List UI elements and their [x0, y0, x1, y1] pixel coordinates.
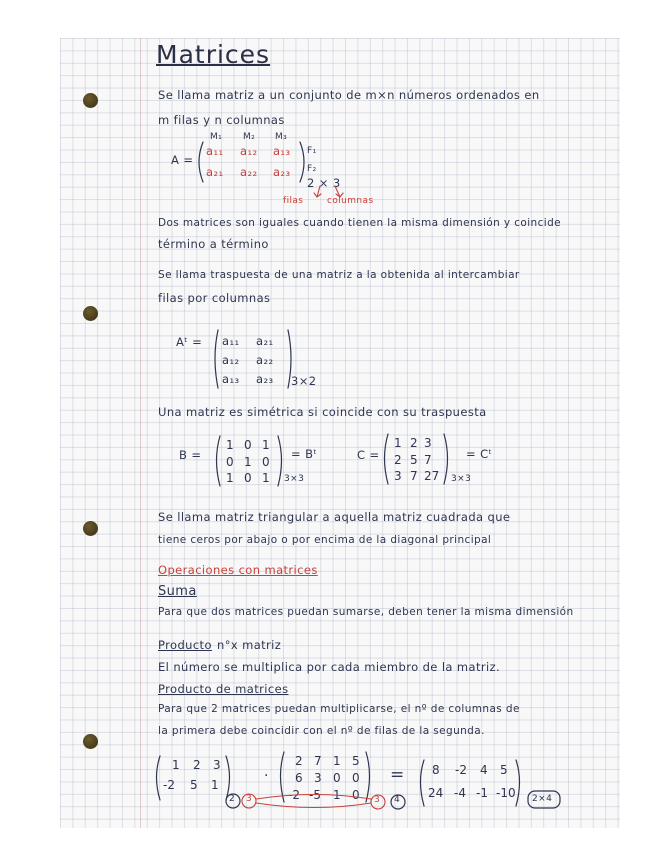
- matrix-a-label: A =: [171, 153, 194, 167]
- matrix-a-dimension: 2 × 3: [307, 176, 341, 190]
- at-entry: a₂₁: [256, 334, 274, 348]
- matrix-b-dimension: 3×3: [284, 474, 305, 484]
- b-entry: 0: [262, 455, 270, 469]
- b-entry: 1: [262, 438, 270, 452]
- row-label-2: F₂: [307, 164, 317, 174]
- triangular-line-2: tiene ceros por abajo o por encima de la diagonal principal: [158, 534, 492, 546]
- col-header-3: M₃: [275, 132, 288, 142]
- product-dot: ·: [264, 768, 269, 784]
- symmetric-line-1: Una matriz es simétrica si coincide con su traspuesta: [158, 405, 487, 419]
- at-entry: a₁₁: [222, 334, 240, 348]
- m2-entry: 1: [333, 754, 341, 768]
- r-entry: 5: [500, 763, 508, 777]
- producto-title: Producto: [158, 638, 212, 652]
- columnas-label: columnas: [327, 196, 374, 206]
- b-entry: 1: [226, 471, 234, 485]
- col-header-2: M₂: [243, 132, 256, 142]
- operations-heading: Operaciones con matrices: [158, 563, 318, 577]
- c-entry: 2: [394, 453, 402, 467]
- matrix-c-label: C =: [357, 448, 380, 462]
- a-entry: a₁₁: [206, 144, 224, 158]
- a-entry: a₂₂: [240, 165, 258, 179]
- r-entry: 4: [480, 763, 488, 777]
- r-entry: -1: [476, 786, 488, 800]
- m2-entry: 3: [314, 771, 322, 785]
- dim-m2-rows: 3: [374, 795, 381, 805]
- at-entry: a₁₃: [222, 372, 240, 386]
- row-label-1: F₁: [307, 146, 317, 156]
- b-entry: 0: [244, 471, 252, 485]
- r-entry: 24: [428, 786, 444, 800]
- matrix-c-transpose: = Cᵗ: [466, 447, 493, 461]
- r-entry: 8: [432, 763, 440, 777]
- c-entry: 3: [394, 469, 402, 483]
- equal-line-1: Dos matrices son iguales cuando tienen la misma dimensión y coincide: [158, 217, 562, 229]
- c-entry: 2: [410, 436, 418, 450]
- m2-entry: 2: [295, 754, 303, 768]
- m2-entry: 1: [333, 788, 341, 802]
- producto-matrices-line-1: Para que 2 matrices puedan multiplicarse, el nº de columnas de: [158, 703, 520, 715]
- triangular-line-1: Se llama matriz triangular a aquella matriz cuadrada que: [158, 510, 511, 524]
- b-entry: 1: [226, 438, 234, 452]
- m2-entry: 5: [352, 754, 360, 768]
- c-entry: 5: [410, 453, 418, 467]
- r-entry: -2: [455, 763, 467, 777]
- c-entry: 1: [394, 436, 402, 450]
- dim-m1-cols: 3: [246, 794, 253, 804]
- transpose-line-1: Se llama traspuesta de una matriz a la obtenida al intercambiar: [158, 269, 520, 281]
- equal-line-2: término a término: [158, 237, 269, 251]
- producto-matrices-title: Producto de matrices: [158, 682, 289, 696]
- col-header-1: M₁: [210, 132, 223, 142]
- m1-entry: 2: [193, 758, 201, 772]
- m2-entry: 6: [295, 771, 303, 785]
- b-entry: 1: [244, 455, 252, 469]
- at-entry: a₂₂: [256, 353, 274, 367]
- matrix-c-dimension: 3×3: [451, 474, 472, 484]
- a-entry: a₁₃: [273, 144, 291, 158]
- c-entry: 7: [410, 469, 418, 483]
- m2-entry: 7: [314, 754, 322, 768]
- m1-entry: 3: [213, 758, 221, 772]
- producto-text: El número se multiplica por cada miembro de la matriz.: [158, 660, 501, 674]
- b-entry: 0: [226, 455, 234, 469]
- filas-label: filas: [283, 196, 304, 206]
- m2-entry: -2: [288, 788, 300, 802]
- page-title: Matrices: [156, 40, 271, 69]
- at-entry: a₁₂: [222, 353, 240, 367]
- dim-m1-rows: 2: [229, 794, 236, 804]
- m1-entry: 1: [172, 758, 180, 772]
- c-entry: 3: [424, 436, 432, 450]
- definition-line-2: m filas y n columnas: [158, 113, 285, 127]
- r-entry: -4: [454, 786, 466, 800]
- r-entry: -10: [496, 786, 516, 800]
- b-entry: 0: [244, 438, 252, 452]
- m1-entry: -2: [163, 778, 175, 792]
- a-entry: a₂₁: [206, 165, 224, 179]
- producto-matrices-line-2: la primera debe coincidir con el nº de filas de la segunda.: [158, 725, 485, 737]
- definition-line-1: Se llama matriz a un conjunto de m×n números ordenados en: [158, 88, 540, 102]
- a-entry: a₂₃: [273, 165, 291, 179]
- producto-suffix: n°x matriz: [217, 638, 282, 652]
- m2-entry: 0: [352, 771, 360, 785]
- transpose-line-2: filas por columnas: [158, 291, 271, 305]
- c-entry: 7: [424, 453, 432, 467]
- transpose-dimension: 3×2: [291, 374, 317, 388]
- m1-entry: 1: [211, 778, 219, 792]
- matrix-b-label: B =: [179, 448, 202, 462]
- suma-text: Para que dos matrices puedan sumarse, deben tener la misma dimensión: [158, 606, 574, 618]
- at-entry: a₂₃: [256, 372, 274, 386]
- m2-entry: -5: [309, 788, 321, 802]
- transpose-label: Aᵗ =: [176, 335, 203, 349]
- a-entry: a₁₂: [240, 144, 258, 158]
- b-entry: 1: [262, 471, 270, 485]
- c-entry: 27: [424, 469, 440, 483]
- product-equals: =: [390, 765, 405, 785]
- result-dimension: 2×4: [532, 794, 553, 804]
- suma-title: Suma: [158, 584, 197, 599]
- m2-entry: 0: [352, 788, 360, 802]
- dim-m2-cols: 4: [394, 795, 401, 805]
- matrix-b-transpose: = Bᵗ: [291, 447, 318, 461]
- m2-entry: 0: [333, 771, 341, 785]
- m1-entry: 5: [190, 778, 198, 792]
